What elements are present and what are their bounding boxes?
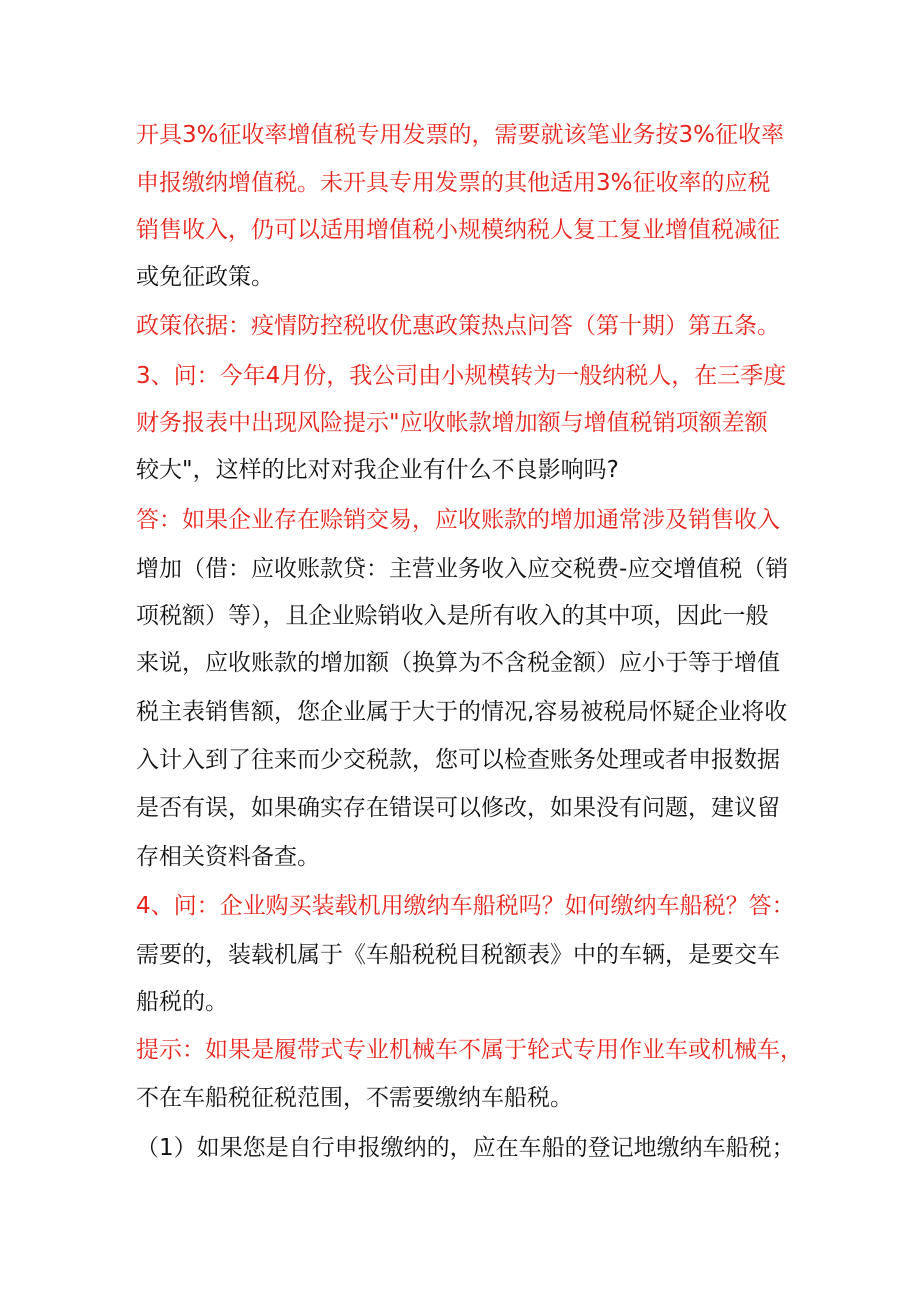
text-line-1: 开具3%征收率增值税专用发票的，需要就该笔业务按3%征收率 bbox=[136, 122, 784, 148]
text-line-11: 项税额）等），且企业赊销收入是所有收入的其中项，因此一般 bbox=[136, 603, 769, 629]
text-line-15: 是否有误，如果确实存在错误可以修改，如果没有问题，建议留 bbox=[136, 795, 780, 821]
text-line-8: 较大"，这样的比对对我企业有什么不良影响吗? bbox=[136, 457, 619, 483]
text-line-18: 需要的，装载机属于《车船税税目税额表》中的车辆，是要交车 bbox=[136, 942, 780, 968]
text-line-9: 答：如果企业存在赊销交易，应收账款的增加通常涉及销售收入 bbox=[136, 507, 780, 533]
text-line-2: 申报缴纳增值税。未开具专用发票的其他适用3%征收率的应税 bbox=[136, 170, 771, 196]
text-line-12: 来说，应收账款的增加额（换算为不含税金额）应小于等于增值 bbox=[136, 650, 780, 676]
text-line-20: 提示：如果是履带式专业机械车不属于轮式专用作业车或机械车， bbox=[136, 1037, 803, 1063]
text-line-21: 不在车船税征税范围，不需要缴纳车船税。 bbox=[136, 1085, 573, 1111]
text-line-16: 存相关资料备查。 bbox=[136, 844, 320, 870]
text-line-6: 3、问：今年4月份，我公司由小规模转为一般纳税人，在三季度 bbox=[136, 363, 787, 389]
text-line-14: 入计入到了往来而少交税款，您可以检查账务处理或者申报数据 bbox=[136, 747, 780, 773]
text-line-13: 税主表销售额，您企业属于大于的情况,容易被税局怀疑企业将收 bbox=[136, 699, 788, 725]
text-line-22: （1）如果您是自行申报缴纳的，应在车船的登记地缴纳车船税； bbox=[136, 1135, 795, 1161]
text-line-5: 政策依据：疫情防控税收优惠政策热点问答（第十期）第五条。 bbox=[136, 313, 780, 339]
text-line-19: 船税的。 bbox=[136, 989, 228, 1015]
text-line-3: 销售收入，仍可以适用增值税小规模纳税人复工复业增值税减征 bbox=[136, 217, 780, 243]
text-line-17: 4、问：企业购买装载机用缴纳车船税吗？如何缴纳车船税？答： bbox=[136, 893, 795, 919]
text-line-10: 增加（借：应收账款贷：主营业务收入应交税费-应交增值税（销 bbox=[136, 556, 789, 582]
text-line-7: 财务报表中出现风险提示"应收帐款增加额与增值税销项额差额 bbox=[136, 410, 768, 436]
text-line-4: 或免征政策。 bbox=[136, 264, 274, 290]
